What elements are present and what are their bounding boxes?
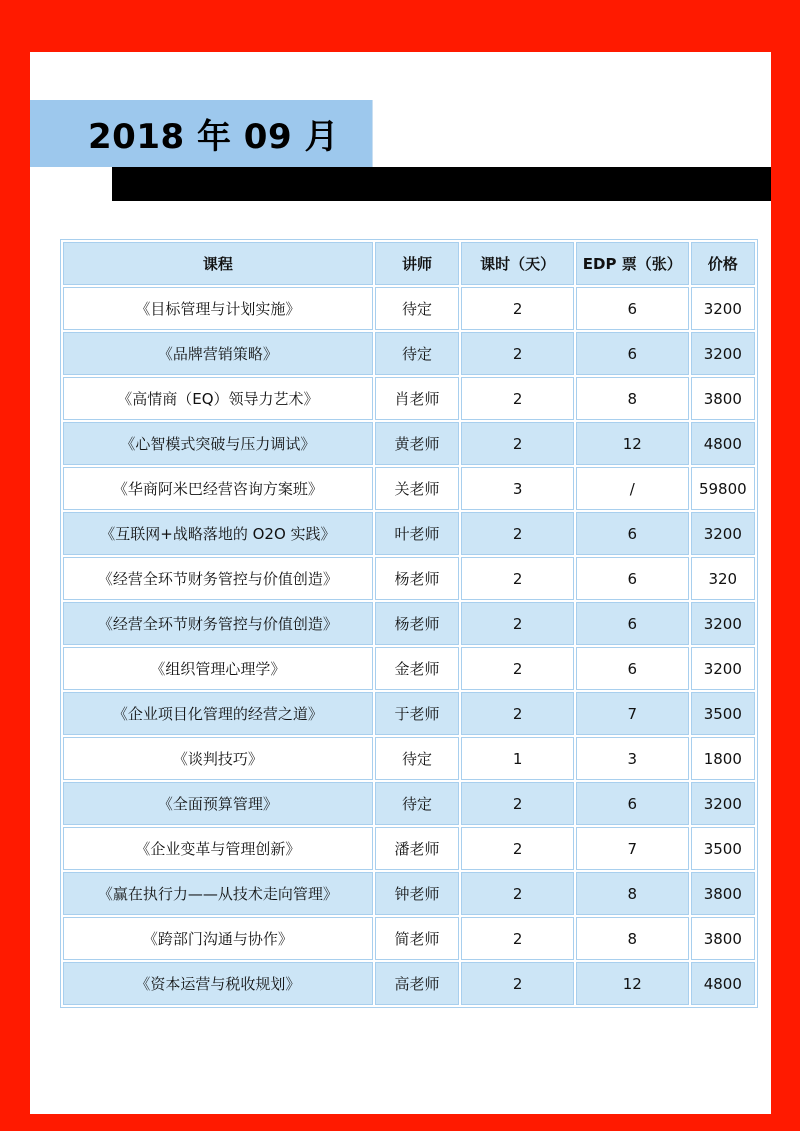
cell-edp-tickets: 8 [576, 917, 689, 960]
cell-lecturer: 黄老师 [375, 422, 459, 465]
cell-course: 《组织管理心理学》 [63, 647, 373, 690]
table-row [63, 647, 755, 690]
cell-days: 2 [461, 962, 574, 1005]
cell-days: 2 [461, 692, 574, 735]
cell-lecturer: 杨老师 [375, 557, 459, 600]
cell-course: 《企业项目化管理的经营之道》 [63, 692, 373, 735]
cell-price: 1800 [691, 737, 755, 780]
cell-edp-tickets: 6 [576, 287, 689, 330]
cell-price: 59800 [691, 467, 755, 510]
cell-lecturer: 高老师 [375, 962, 459, 1005]
table-row [63, 602, 755, 645]
table-row [63, 557, 755, 600]
page-title: 2018 年 09 月 [88, 117, 339, 157]
cell-course: 《经营全环节财务管控与价值创造》 [63, 557, 373, 600]
cell-edp-tickets: 3 [576, 737, 689, 780]
cell-days: 2 [461, 872, 574, 915]
title-banner [30, 100, 373, 167]
table-row [63, 872, 755, 915]
cell-days: 2 [461, 647, 574, 690]
cell-lecturer: 肖老师 [375, 377, 459, 420]
cell-course: 《经营全环节财务管控与价值创造》 [63, 602, 373, 645]
course-table [61, 240, 757, 1007]
cell-price: 3500 [691, 827, 755, 870]
cell-course: 《谈判技巧》 [63, 737, 373, 780]
cell-course: 《企业变革与管理创新》 [63, 827, 373, 870]
table-row [63, 422, 755, 465]
cell-edp-tickets: 12 [576, 962, 689, 1005]
cell-days: 2 [461, 287, 574, 330]
cell-lecturer: 待定 [375, 782, 459, 825]
cell-course: 《跨部门沟通与协作》 [63, 917, 373, 960]
cell-lecturer: 简老师 [375, 917, 459, 960]
course-schedule-table [60, 239, 758, 1008]
document-page [30, 52, 771, 1114]
cell-days: 2 [461, 422, 574, 465]
cell-price: 3200 [691, 602, 755, 645]
decorative-black-bar [112, 167, 771, 201]
cell-price: 3200 [691, 647, 755, 690]
table-row [63, 332, 755, 375]
cell-course: 《全面预算管理》 [63, 782, 373, 825]
cell-edp-tickets: 6 [576, 782, 689, 825]
cell-edp-tickets: 8 [576, 872, 689, 915]
header-course: 课程 [63, 242, 373, 285]
header-edp-tickets: EDP 票（张） [576, 242, 689, 285]
cell-price: 3200 [691, 287, 755, 330]
cell-price: 3200 [691, 332, 755, 375]
table-row [63, 827, 755, 870]
table-row [63, 962, 755, 1005]
table-row [63, 692, 755, 735]
table-row [63, 917, 755, 960]
cell-days: 2 [461, 332, 574, 375]
cell-days: 2 [461, 602, 574, 645]
cell-course: 《互联网+战略落地的 O2O 实践》 [63, 512, 373, 555]
cell-edp-tickets: 6 [576, 512, 689, 555]
cell-lecturer: 钟老师 [375, 872, 459, 915]
cell-days: 1 [461, 737, 574, 780]
cell-course: 《目标管理与计划实施》 [63, 287, 373, 330]
cell-edp-tickets: 6 [576, 332, 689, 375]
header-lecturer: 讲师 [375, 242, 459, 285]
cell-edp-tickets: / [576, 467, 689, 510]
cell-edp-tickets: 7 [576, 692, 689, 735]
cell-days: 3 [461, 467, 574, 510]
cell-course: 《心智模式突破与压力调试》 [63, 422, 373, 465]
cell-lecturer: 关老师 [375, 467, 459, 510]
cell-course: 《华商阿米巴经营咨询方案班》 [63, 467, 373, 510]
cell-lecturer: 叶老师 [375, 512, 459, 555]
cell-days: 2 [461, 377, 574, 420]
cell-course: 《赢在执行力——从技术走向管理》 [63, 872, 373, 915]
cell-price: 3200 [691, 512, 755, 555]
cell-lecturer: 于老师 [375, 692, 459, 735]
cell-edp-tickets: 8 [576, 377, 689, 420]
cell-price: 3800 [691, 872, 755, 915]
table-row [63, 467, 755, 510]
cell-price: 4800 [691, 422, 755, 465]
cell-days: 2 [461, 917, 574, 960]
cell-price: 4800 [691, 962, 755, 1005]
cell-lecturer: 待定 [375, 332, 459, 375]
cell-lecturer: 杨老师 [375, 602, 459, 645]
cell-price: 3200 [691, 782, 755, 825]
table-row [63, 377, 755, 420]
header-days: 课时（天） [461, 242, 574, 285]
cell-edp-tickets: 6 [576, 647, 689, 690]
cell-lecturer: 待定 [375, 737, 459, 780]
cell-lecturer: 金老师 [375, 647, 459, 690]
cell-days: 2 [461, 827, 574, 870]
cell-edp-tickets: 12 [576, 422, 689, 465]
table-row [63, 512, 755, 555]
cell-days: 2 [461, 512, 574, 555]
cell-price: 3800 [691, 917, 755, 960]
cell-lecturer: 潘老师 [375, 827, 459, 870]
cell-price: 3800 [691, 377, 755, 420]
cell-edp-tickets: 6 [576, 557, 689, 600]
cell-course: 《资本运营与税收规划》 [63, 962, 373, 1005]
table-header-row [63, 242, 755, 285]
table-row [63, 287, 755, 330]
cell-days: 2 [461, 782, 574, 825]
table-row [63, 737, 755, 780]
cell-course: 《高情商（EQ）领导力艺术》 [63, 377, 373, 420]
cell-days: 2 [461, 557, 574, 600]
cell-lecturer: 待定 [375, 287, 459, 330]
header-price: 价格 [691, 242, 755, 285]
cell-edp-tickets: 7 [576, 827, 689, 870]
cell-price: 3500 [691, 692, 755, 735]
cell-price: 320 [691, 557, 755, 600]
cell-edp-tickets: 6 [576, 602, 689, 645]
cell-course: 《品牌营销策略》 [63, 332, 373, 375]
table-row [63, 782, 755, 825]
